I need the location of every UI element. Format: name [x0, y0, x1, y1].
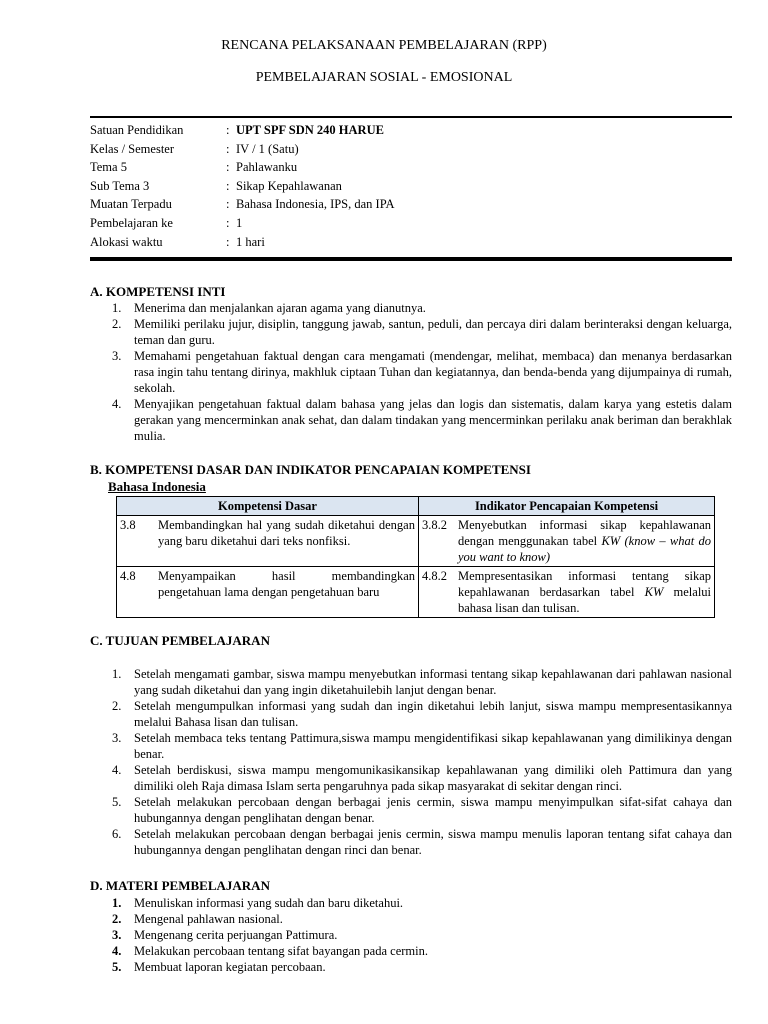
list-item-text: Mengenal pahlawan nasional. [134, 912, 283, 926]
ipk-number: 4.8.2 [422, 569, 447, 583]
list-item-text: Memahami pengetahuan faktual dengan cara mengamati (mendengar, melihat, membaca) dan menanya berdasarkan rasa ingin tahu tentang dirinya, makhluk ciptaan Tuhan dan kegiatannya, dan benda-benda yang dijumpainya di rumah, sekolah. [134, 349, 732, 395]
list-item-text: Setelah membaca teks tentang Pattimura,siswa mampu mengidentifikasi sikap kepahlawanan yang dimilikinya dengan benar. [134, 731, 732, 761]
column-header: Kompetensi Dasar [117, 497, 419, 516]
info-colon: : [226, 215, 230, 230]
info-value: Bahasa Indonesia, IPS, dan IPA [236, 197, 395, 212]
list-item-text: Setelah mengumpulkan informasi yang sudah dan ingin diketahui lebih lanjut, siswa mampu mempresentasikannya melalui Bahasa lisan dan tulisan. [134, 699, 732, 729]
list-item-text: Menyajikan pengetahuan faktual dalam bahasa yang jelas dan logis dan sistematis, dalam karya yang estetis dalam gerakan yang mencerminkan anak sehat, dan dalam tindakan yang mencerminkan perilaku anak beriman dan berakhlak mulia. [134, 397, 732, 443]
list-item: 2. Setelah mengumpulkan informasi yang sudah dan ingin diketahui lebih lanjut, siswa mampu mempresentasikannya melalui Bahasa lisan dan tulisan. [112, 699, 732, 729]
kompetensi-inti-list [108, 300, 732, 444]
info-colon: : [226, 123, 230, 137]
list-item: 1. Menerima dan menjalankan ajaran agama yang dianutnya. [112, 301, 426, 315]
section-d-heading: D. MATERI PEMBELAJARAN [90, 878, 270, 893]
document-title: RENCANA PELAKSANAAN PEMBELAJARAN (RPP) [221, 38, 547, 53]
list-item-text: Setelah mengamati gambar, siswa mampu menyebutkan informasi tentang sikap kepahlawanan dari pahlawan nasional yang sudah diketahui dan yang ingin diketahuilebih lanjut dengan benar. [134, 667, 732, 697]
list-item-text: Menerima dan menjalankan ajaran agama yang dianutnya. [134, 301, 426, 315]
table-row [117, 516, 715, 567]
table-cell [419, 516, 715, 567]
identity-block [90, 121, 732, 251]
info-label: Satuan Pendidikan [90, 123, 184, 137]
ipk-text: Mempresentasikan informasi tentang sikap kepahlawanan berdasarkan tabel [458, 569, 711, 599]
kd-text: Membandingkan hal yang sudah diketahui dengan yang baru diketahui dari teks nonfiksi. [158, 518, 415, 548]
table-cell [117, 516, 419, 567]
info-label: Pembelajaran ke [90, 215, 173, 230]
info-colon: : [226, 234, 230, 249]
table-cell [117, 567, 419, 618]
competency-table [116, 496, 715, 618]
info-colon: : [226, 197, 230, 212]
info-label: Kelas / Semester [90, 141, 175, 156]
tujuan-list [108, 666, 732, 858]
list-item-text: Memiliki perilaku jujur, disiplin, tanggung jawab, santun, peduli, dan percaya diri dalam berinteraksi dengan keluarga, teman dan guru. [134, 317, 732, 347]
table-row [117, 567, 715, 618]
section-c-heading: C. TUJUAN PEMBELAJARAN [90, 633, 270, 648]
info-label: Sub Tema 3 [90, 178, 150, 193]
section-a-heading: A. KOMPETENSI INTI [90, 284, 226, 299]
top-rule [90, 116, 732, 118]
ipk-italic: KW (know – what do you want to know) [458, 534, 712, 564]
list-item: 3. Memahami pengetahuan faktual dengan cara mengamati (mendengar, melihat, membaca) dan menanya berdasarkan rasa ingin tahu tentang dirinya, makhluk ciptaan Tuhan dan kegiatannya, dan benda-benda yang dijumpainya di rumah, sekolah. [112, 349, 732, 395]
document-subtitle: PEMBELAJARAN SOSIAL - EMOSIONAL [255, 70, 513, 85]
list-item: 2. Memiliki perilaku jujur, disiplin, tanggung jawab, santun, peduli, dan percaya diri dalam berinteraksi dengan keluarga, teman dan guru. [112, 317, 732, 347]
table-cell [419, 567, 715, 618]
kd-text: Menyampaikan hasil membandingkan pengetahuan lama dengan pengetahuan baru [158, 569, 415, 599]
list-item-text: Membuat laporan kegiatan percobaan. [134, 960, 326, 974]
list-item: 3. Setelah membaca teks tentang Pattimura,siswa mampu mengidentifikasi sikap kepahlawanan yang dimilikinya dengan benar. [112, 731, 732, 761]
list-item: 3. Mengenang cerita perjuangan Pattimura. [112, 928, 338, 942]
list-item-text: Mengenang cerita perjuangan Pattimura. [134, 928, 338, 942]
list-item: 1. Setelah mengamati gambar, siswa mampu menyebutkan informasi tentang sikap kepahlawanan dari pahlawan nasional yang sudah diketahui dan yang ingin diketahuilebih lanjut dengan benar. [112, 667, 732, 697]
ipk-italic: KW [644, 585, 664, 599]
list-item-text: Melakukan percobaan tentang sifat bayangan pada cermin. [134, 944, 428, 958]
info-value: Pahlawanku [236, 160, 298, 175]
info-row [90, 177, 732, 196]
info-value: 1 [236, 215, 243, 230]
list-item: 5. Setelah melakukan percobaan dengan berbagai jenis cermin, siswa mampu menyimpulkan sifat-sifat cahaya dan hubungannya dengan penglihatan dengan benar. [112, 795, 732, 825]
info-label: Tema 5 [90, 160, 127, 175]
info-row [90, 195, 732, 214]
info-row [90, 214, 732, 233]
list-item-text: Setelah melakukan percobaan dengan berbagai jenis cermin, siswa mampu menyimpulkan sifat-sifat cahaya dan hubungannya dengan penglihatan dengan benar. [134, 795, 732, 825]
kd-number: 3.8 [120, 518, 136, 532]
list-item: 4. Setelah berdiskusi, siswa mampu mengomunikasikansikap kepahlawanan yang dimiliki oleh Pattimura dan yang dimiliki oleh Raja dimasa Islam serta pengaruhnya pada sikap masyarakat di sekitar dengan rinci. [112, 763, 732, 793]
info-value: Sikap Kepahlawanan [236, 178, 342, 193]
list-item-text: Menuliskan informasi yang sudah dan baru diketahui. [134, 896, 404, 910]
info-value: 1 hari [236, 234, 265, 249]
list-item-text: Setelah melakukan percobaan dengan berbagai jenis cermin, siswa mampu menulis laporan tentang sifat cahaya dan hubungannya dengan penglihatan dengan rinci dan benar. [134, 827, 732, 857]
list-item-text: Setelah berdiskusi, siswa mampu mengomunikasikansikap kepahlawanan yang dimiliki oleh Pattimura dan yang dimiliki oleh Raja dimasa Islam serta pengaruhnya pada sikap masyarakat di sekitar dengan rinci. [134, 763, 732, 793]
table-header-row [117, 497, 715, 516]
ipk-number: 3.8.2 [422, 518, 447, 532]
info-value: UPT SPF SDN 240 HARUE [236, 123, 384, 137]
list-item: 1. Menuliskan informasi yang sudah dan baru diketahui. [112, 896, 404, 910]
info-row [90, 140, 732, 159]
materi-list [108, 895, 732, 975]
list-item: 4. Menyajikan pengetahuan faktual dalam bahasa yang jelas dan logis dan sistematis, dalam karya yang estetis dalam gerakan yang mencerminkan anak sehat, dan dalam tindakan yang mencerminkan perilaku anak beriman dan berakhlak mulia. [112, 397, 732, 443]
info-label: Alokasi waktu [90, 234, 163, 249]
info-value: IV / 1 (Satu) [236, 141, 299, 156]
column-header: Indikator Pencapaian Kompetensi [419, 497, 715, 516]
list-item: 4. Melakukan percobaan tentang sifat bayangan pada cermin. [112, 944, 428, 958]
list-item: 6. Setelah melakukan percobaan dengan berbagai jenis cermin, siswa mampu menulis laporan tentang sifat cahaya dan hubungannya dengan penglihatan dengan rinci dan benar. [112, 827, 732, 857]
list-item: 5. Membuat laporan kegiatan percobaan. [112, 960, 326, 974]
subject-label: Bahasa Indonesia [108, 479, 206, 494]
ipk-tail: melalui bahasa lisan dan tulisan. [458, 585, 712, 615]
info-colon: : [226, 178, 230, 193]
info-row [90, 158, 732, 177]
list-item: 2. Mengenal pahlawan nasional. [112, 912, 283, 926]
info-label: Muatan Terpadu [90, 197, 172, 212]
info-row [90, 233, 732, 252]
info-colon: : [226, 160, 230, 175]
section-b-heading: B. KOMPETENSI DASAR DAN INDIKATOR PENCAPAIAN KOMPETENSI [90, 462, 531, 477]
info-row [90, 121, 732, 140]
info-colon: : [226, 141, 230, 156]
kd-number: 4.8 [120, 569, 136, 583]
ipk-text: Menyebutkan informasi sikap kepahlawanan dengan menggunakan tabel [458, 518, 711, 548]
bottom-rule [90, 257, 732, 261]
